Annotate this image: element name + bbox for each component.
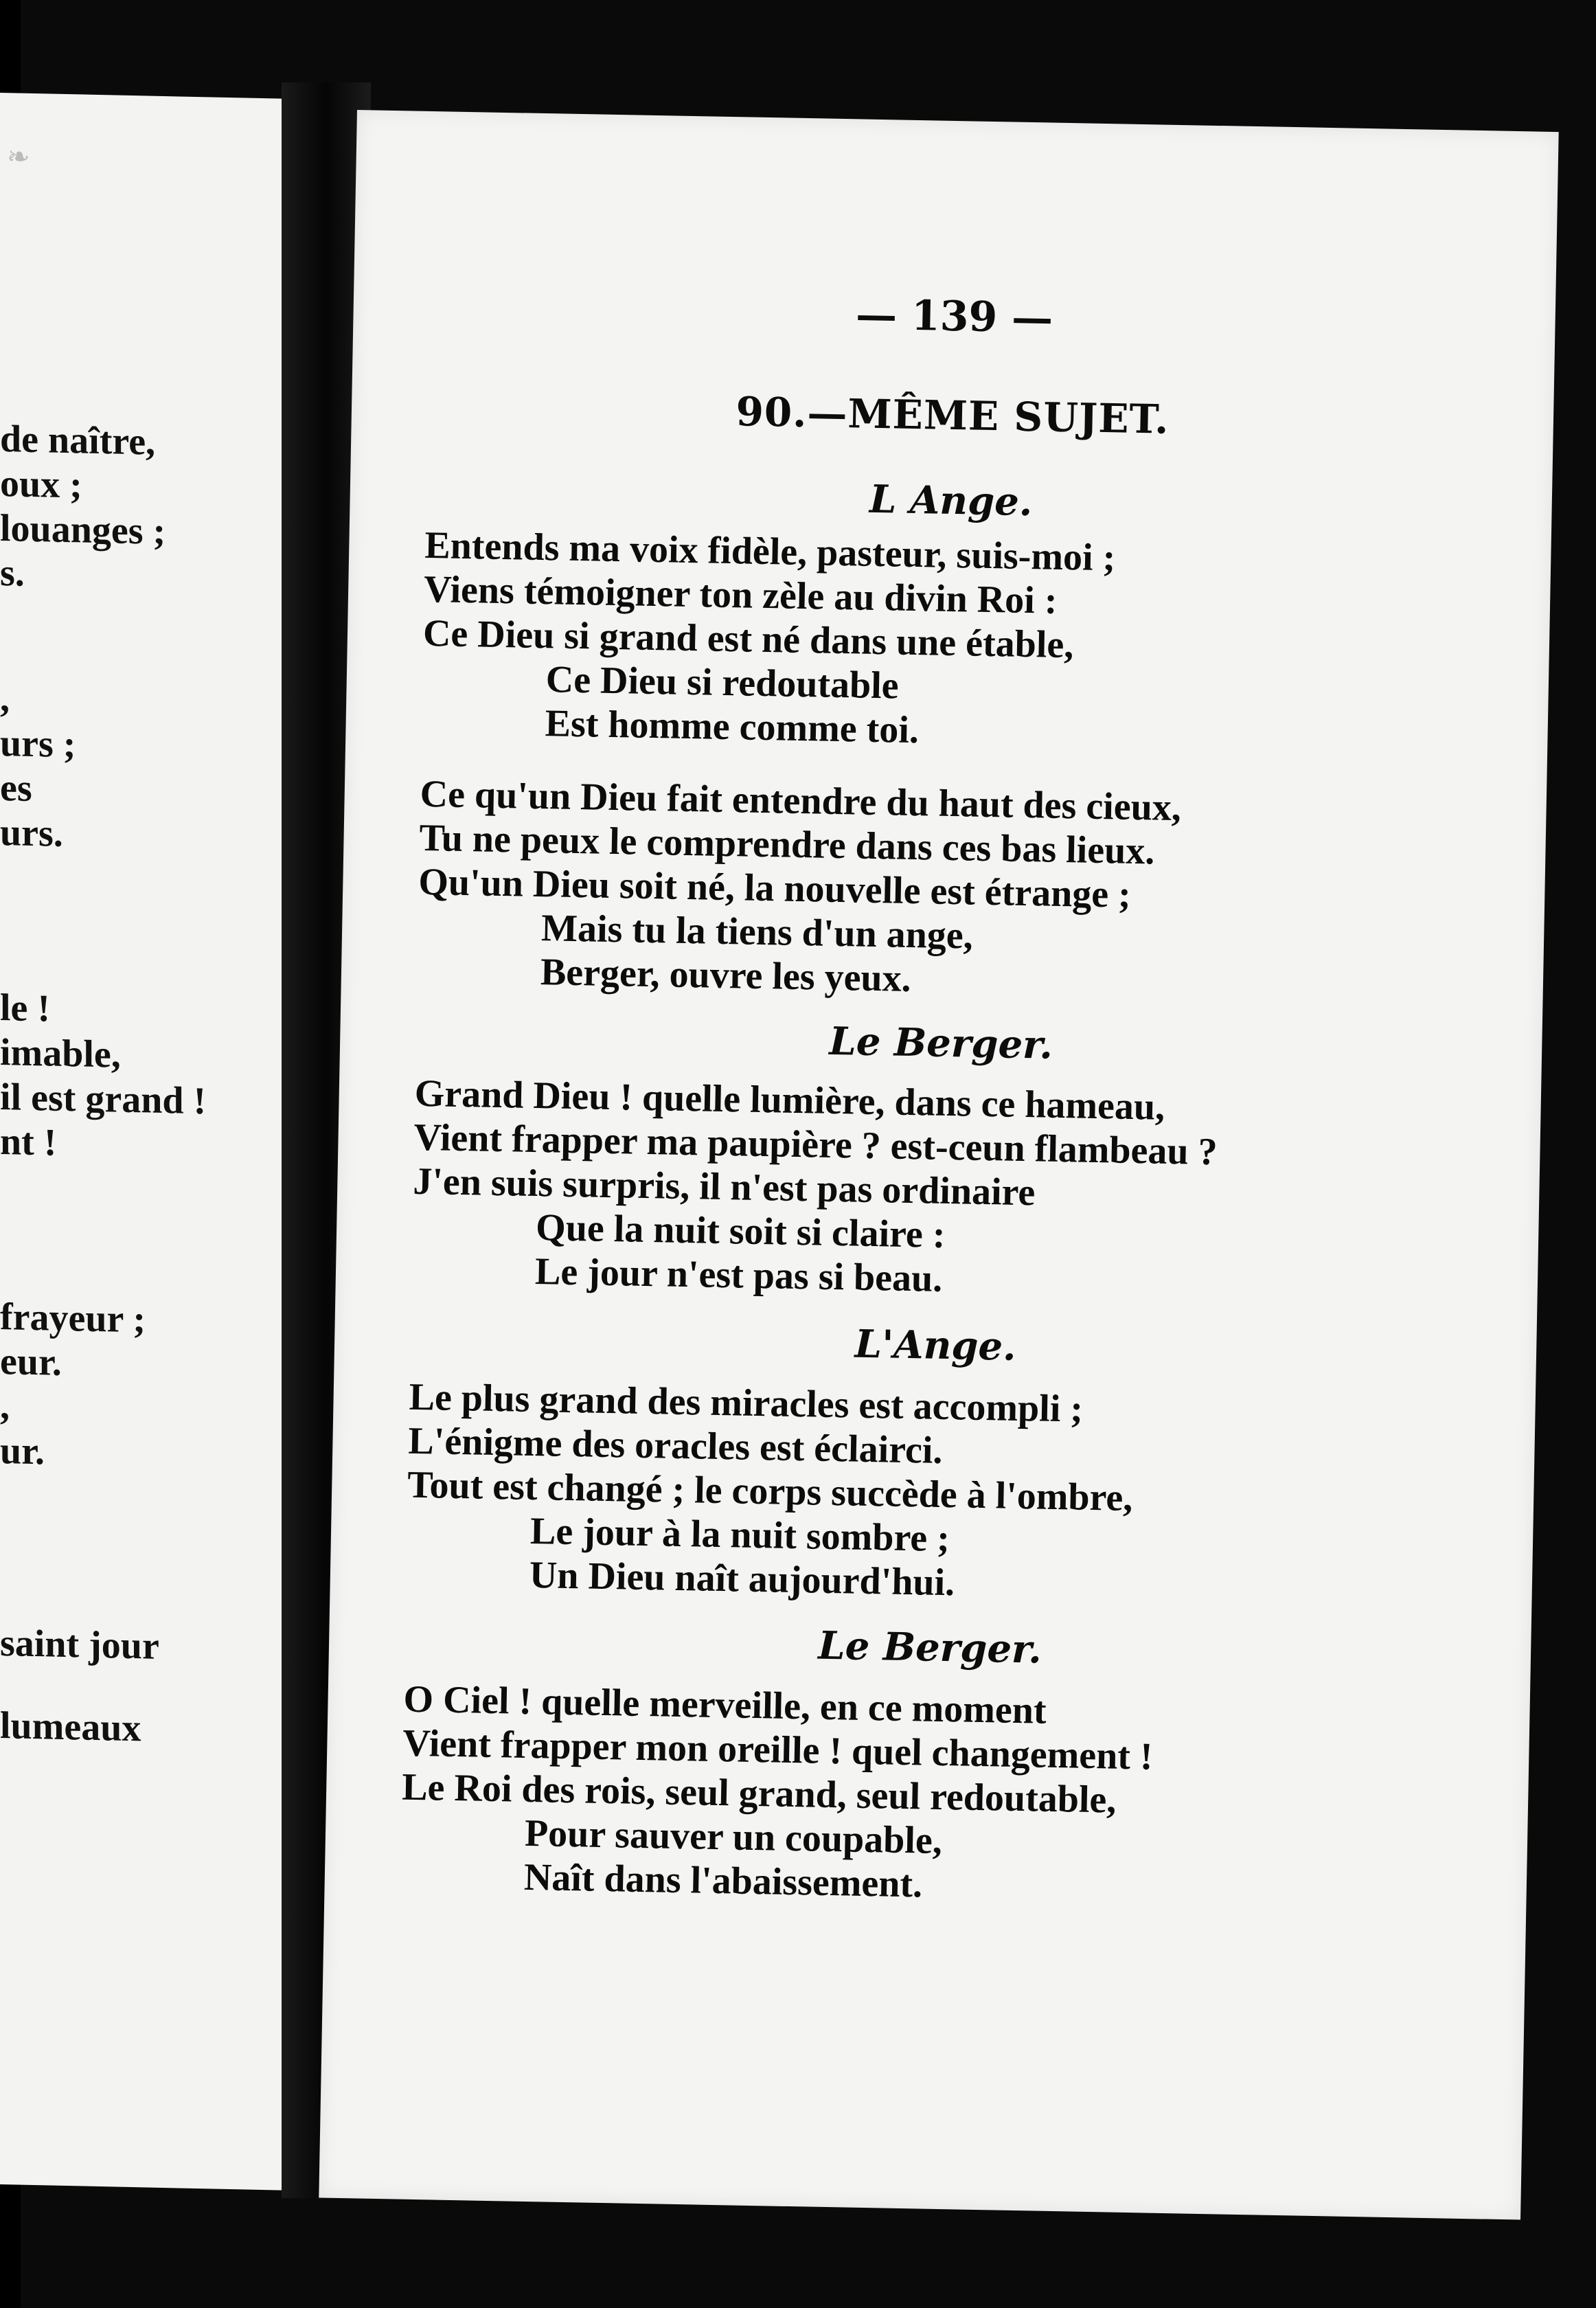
left-page-line: eur. (0, 1340, 62, 1384)
verse-line: Le plus grand des miracles est accompli ; (409, 1375, 1084, 1431)
verse-line: Ce Dieu si grand est né dans une étable, (422, 611, 1074, 667)
verse-line: Mais tu la tiens d'un ange, (540, 907, 974, 958)
speaker-heading: L'Ange. (854, 1321, 1017, 1370)
verse-line: Ce Dieu si redoutable (545, 658, 900, 708)
left-page-line: urs ; (0, 722, 76, 767)
left-page-line: frayeur ; (0, 1296, 146, 1342)
verse-line: J'en suis surpris, il n'est pas ordinaire (412, 1159, 1036, 1214)
verse-line: O Ciel ! quelle merveille, en ce moment (403, 1677, 1047, 1732)
page-corner-mark: ❧ (7, 141, 30, 173)
left-page-line: , (0, 1385, 10, 1428)
hymn-title: 90.—MÊME SUJET. (735, 388, 1170, 443)
left-page-line: saint jour (0, 1622, 159, 1668)
right-page (319, 110, 1558, 2220)
verse-line: Naît dans l'abaissement. (523, 1855, 923, 1906)
verse-line: Est homme comme toi. (545, 702, 920, 752)
left-page-line: , (0, 677, 10, 721)
speaker-heading: Le Berger. (828, 1018, 1053, 1068)
left-page-line: louanges ; (0, 507, 166, 554)
left-page-line: es (0, 767, 32, 810)
verse-line: Qu'un Dieu soit né, la nouvelle est étrange ; (418, 860, 1132, 916)
verse-line: Tout est changé ; le corps succède à l'ombre, (407, 1463, 1133, 1520)
left-page-line: imable, (0, 1031, 121, 1076)
speaker-heading: L Ange. (869, 476, 1033, 525)
verse-line: Que la nuit soit si claire : (535, 1206, 946, 1256)
verse-line: Tu ne peux le comprendre dans ces bas lieux. (419, 816, 1155, 873)
left-page-line: urs. (0, 811, 63, 855)
verse-line: Viens témoigner ton zèle au divin Roi : (423, 567, 1058, 622)
left-page-line: de naître, (0, 418, 156, 464)
verse-line: Le Roi des rois, seul grand, seul redoutable, (401, 1765, 1117, 1822)
verse-line: Berger, ouvre les yeux. (540, 951, 912, 1000)
left-page-line: il est grand ! (0, 1076, 207, 1123)
verse-line: Vient frapper ma paupière ? est-ceun flambeau ? (413, 1116, 1218, 1174)
verse-line: Grand Dieu ! quelle lumière, dans ce hameau, (414, 1072, 1165, 1129)
left-page-line: nt ! (0, 1120, 57, 1164)
verse-line: Entends ma voix fidèle, pasteur, suis-moi ; (424, 523, 1116, 580)
left-page-line: s. (0, 552, 25, 595)
verse-line: Vient frapper mon oreille ! quel changement ! (402, 1721, 1154, 1778)
left-page-line: oux ; (0, 462, 82, 507)
verse-line: L'énigme des oracles est éclairci. (407, 1419, 944, 1472)
left-page-line: lumeaux (0, 1704, 141, 1750)
left-page-line: ur. (0, 1429, 45, 1473)
verse-line: Pour sauver un coupable, (524, 1811, 943, 1863)
verse-line: Le jour n'est pas si beau. (534, 1250, 943, 1300)
left-page-line: le ! (0, 986, 51, 1030)
page-number: — 139 — (855, 291, 1053, 343)
verse-line: Ce qu'un Dieu fait entendre du haut des cieux, (420, 772, 1182, 830)
verse-line: Le jour à la nuit sombre ; (529, 1509, 950, 1561)
verse-line: Un Dieu naît aujourd'hui. (529, 1553, 955, 1605)
speaker-heading: Le Berger. (817, 1622, 1042, 1673)
